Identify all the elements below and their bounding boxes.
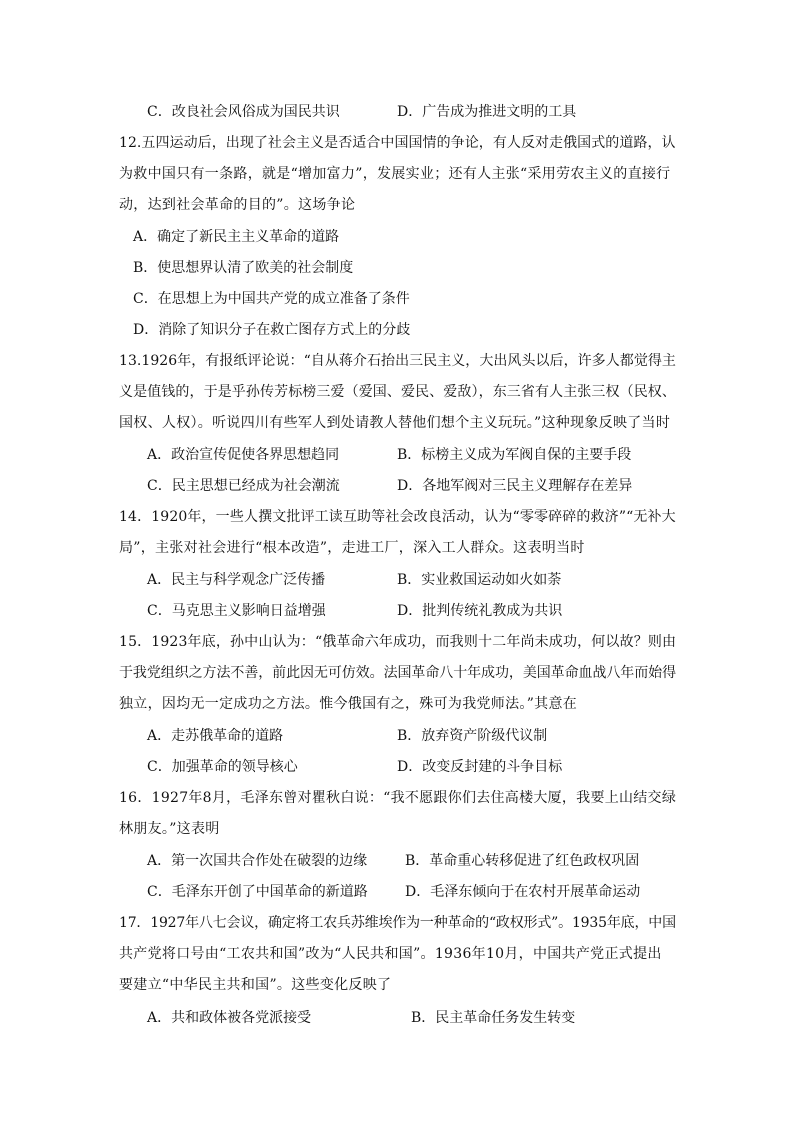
q14-option-c: C．马克思主义影响日益增强 [147,603,326,619]
q15-stem-line-2: 于我党组织之方法不善，前此因无可仿效。法国革命八十年成功，美国革命血战八年而始得 [119,665,676,681]
q17-stem-line-2: 共产党将口号由“工农共和国”改为“人民共和国”。1936年10月，中国共产党正式提出 [119,946,662,962]
q14-option-a: A．民主与科学观念广泛传播 [147,572,326,588]
q15-stem-line-3: 独立，因均无一定成功之方法。惟今俄国有之，殊可为我党师法。”其意在 [119,696,578,712]
q16-option-d: D．毛泽东倾向于在农村开展革命运动 [405,884,641,900]
q15-option-c: C．加强革命的领导核心 [147,759,298,775]
q11-option-c: C．改良社会风俗成为国民共识 [147,104,340,120]
q15-option-b: B．放弃资产阶级代议制 [397,728,548,744]
q16-stem-line-2: 林朋友。”这表明 [119,821,220,837]
q13-option-b: B．标榜主义成为军阀自保的主要手段 [397,447,632,463]
q13-stem-line-1: 13.1926年，有报纸评论说：“自从蒋介石抬出三民主义，大出风头以后，许多人都觉得主 [119,353,676,369]
q14-stem-line-2: 局”，主张对社会进行“根本改造”，走进工厂，深入工人群众。这表明当时 [119,540,585,556]
q14-option-b: B．实业救国运动如火如荼 [397,572,562,588]
q16-option-b: B．革命重心转移促进了红色政权巩固 [405,853,640,869]
q16-option-c: C．毛泽东开创了中国革命的新道路 [147,884,368,900]
q13-stem-line-2: 义是值钱的，于是乎孙传芳标榜三爱（爱国、爱民、爱敌），东三省有人主张三权（民权、 [119,384,676,400]
q12-stem-line-3: 动，达到社会革命的目的”。这场争论 [119,197,356,213]
q17-option-a: A．共和政体被各党派接受 [147,1010,312,1026]
q17-option-b: B．民主革命任务发生转变 [411,1010,576,1026]
q16-stem-line-1: 16．1927年8月，毛泽东曾对瞿秋白说：“我不愿跟你们去住高楼大厦，我要上山结交绿 [119,790,677,806]
q12-option-a: A．确定了新民主主义革命的道路 [133,229,340,245]
q12-option-b: B．使思想界认清了欧美的社会制度 [133,260,354,276]
q14-option-d: D．批判传统礼教成为共识 [397,603,563,619]
q15-stem-line-1: 15．1923年底，孙中山认为：“俄革命六年成功，而我则十二年尚未成功，何以故？则由 [119,634,677,650]
q13-stem-line-3: 国权、人权）。听说四川有些军人到处请教人替他们想个主义玩玩。”这种现象反映了当时 [119,415,671,431]
q16-option-a: A．第一次国共合作处在破裂的边缘 [147,853,368,869]
q11-option-d: D．广告成为推进文明的工具 [397,104,577,120]
q12-stem-line-2: 为救中国只有一条路，就是“增加富力”，发展实业；还有人主张“采用劳农主义的直接行 [119,166,671,182]
q12-stem-line-1: 12.五四运动后，出现了社会主义是否适合中国国情的争论，有人反对走俄国式的道路，认 [119,135,676,151]
q15-option-a: A．走苏俄革命的道路 [147,728,284,744]
q12-option-c: C．在思想上为中国共产党的成立准备了条件 [133,291,410,307]
q14-stem-line-1: 14．1920年，一些人撰文批评工读互助等社会改良活动，认为“零零碎碎的救济”“无补大 [119,509,676,525]
q15-option-d: D．改变反封建的斗争目标 [397,759,563,775]
q12-option-d: D．消除了知识分子在救亡图存方式上的分歧 [133,322,411,338]
q13-option-c: C．民主思想已经成为社会潮流 [147,478,340,494]
q17-stem-line-1: 17．1927年八七会议，确定将工农兵苏维埃作为一种革命的“政权形式”。1935年底，中国 [119,915,676,931]
q17-stem-line-3: 要建立“中华民主共和国”。这些变化反映了 [119,977,392,993]
q13-option-a: A．政治宣传促使各界思想趋同 [147,447,340,463]
q13-option-d: D．各地军阀对三民主义理解存在差异 [397,478,633,494]
